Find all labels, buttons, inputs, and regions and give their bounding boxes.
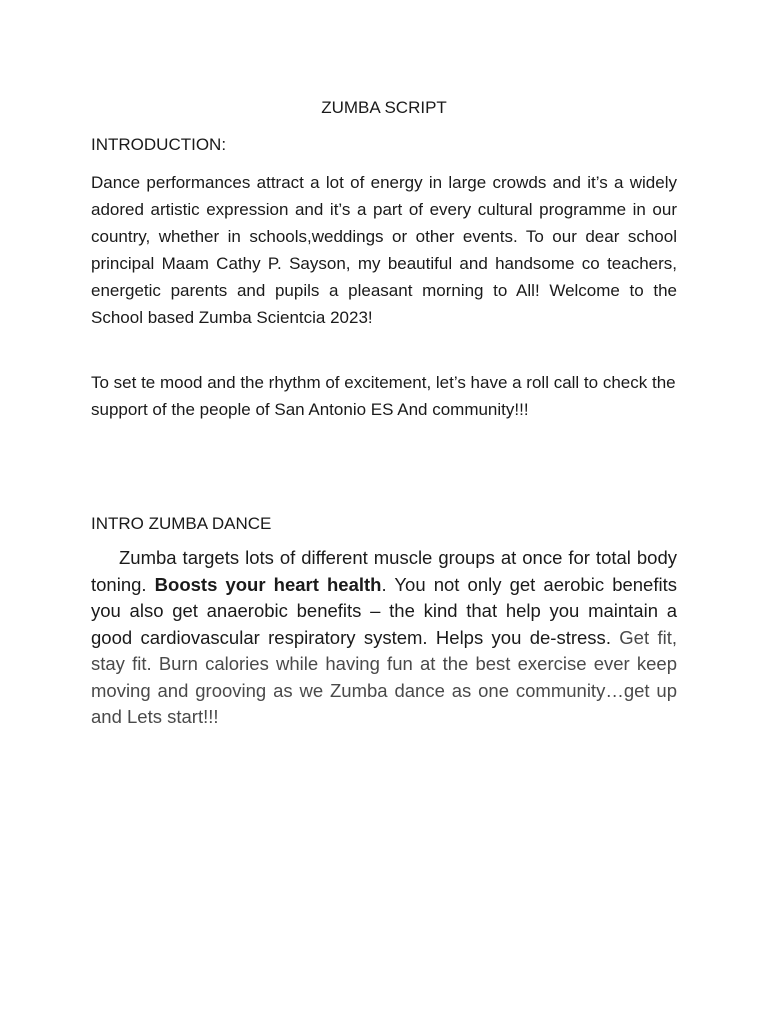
- intro-dance-paragraph: [91, 545, 677, 731]
- introduction-heading: INTRODUCTION:: [91, 135, 227, 154]
- introduction-paragraph-1: Dance performances attract a lot of energy in large crowds and it’s a widely adored artistic expression and it’s a part of every cultural programme in our country, whether in schools,weddings or other events. To our dear school principal Maam Cathy P. Sayson, my beautiful and handsome co teachers, energetic parents and pupils a pleasant morning to All! Welcome to the School based Zumba Scientcia 2023!: [91, 173, 677, 327]
- introduction-paragraph-2: To set te mood and the rhythm of excitement, let’s have a roll call to check the support of the people of San Antonio ES And community!!!: [91, 373, 676, 419]
- intro-dance-text-1: Zumba targets lots of different muscle groups at once for total body toning.: [91, 547, 677, 595]
- intro-dance-muted-text: Get fit, stay fit. Burn calories while having fun at the best exercise ever keep moving and grooving as we Zumba dance as one community…get up and Lets start!!!: [91, 626, 677, 727]
- document-title: ZUMBA SCRIPT: [321, 98, 447, 117]
- intro-dance-text-3: .: [605, 626, 620, 648]
- intro-dance-heading: INTRO ZUMBA DANCE: [91, 514, 272, 533]
- intro-dance-bold-text: Boosts your heart health: [154, 573, 382, 595]
- intro-dance-text-2: . You not only get aerobic benefits you also get anaerobic benefits – the kind that help you maintain a good cardiovascular respiratory system. Helps you de-stress: [91, 573, 677, 648]
